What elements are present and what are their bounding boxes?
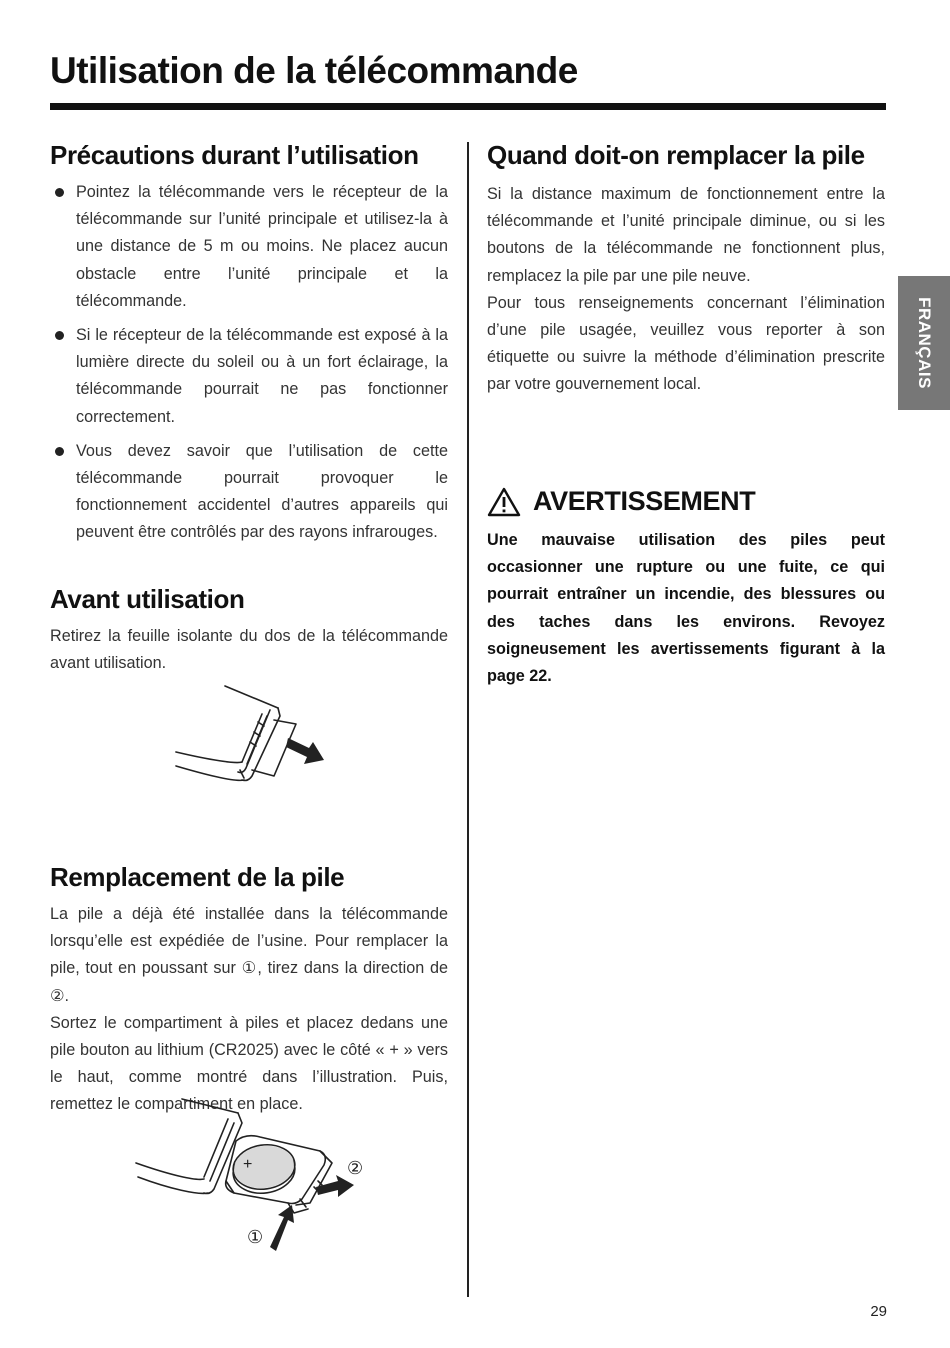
- remplacement-text-2: Sortez le compartiment à piles et placez dedans une pile bouton au lithium (CR2025) avec le côté « + » vers le haut, comme montré dans l’illustration. Puis, remettez le compartiment en place.: [50, 1013, 448, 1114]
- precautions-heading: Précautions durant l’utilisation: [50, 140, 419, 170]
- avant-heading: Avant utilisation: [50, 584, 245, 614]
- remplacement-heading: Remplacement de la pile: [50, 862, 345, 892]
- language-tab-label: FRANÇAIS: [915, 297, 934, 389]
- remplacement-section: [50, 862, 448, 1119]
- list-item-text: Vous devez savoir que l’utilisation de cette télécommande pourrait provoquer le fonctionnement accidentel d’autres appareils qui peuvent être contrôlés par des rayons infrarouges.: [76, 441, 448, 542]
- quand-section: [487, 140, 885, 399]
- circled-1-label: ①: [247, 1227, 264, 1248]
- quand-text-1: Si la distance maximum de fonctionnement entre la télécommande et l’unité principale diminue, ou si les boutons de la télécommande ne fonctionnent plus, remplacez la pile par une pile neuve.: [487, 185, 885, 285]
- list-item: [50, 438, 448, 547]
- remote-insulating-sheet-illustration: [170, 680, 340, 790]
- precautions-section: [50, 140, 448, 554]
- list-item-text: Pointez la télécommande vers le récepteur de la télécommande sur l’unité principale et utilisez-la à une distance de 5 m ou moins. Ne placez aucun obstacle entre l’unité principale et la télécommande.: [76, 183, 448, 310]
- warning-section: [487, 486, 885, 690]
- list-item: [50, 322, 448, 431]
- bullet-icon: [55, 331, 64, 340]
- precautions-list: [50, 179, 448, 547]
- warning-text: Une mauvaise utilisation des piles peut occasionner une rupture ou une fuite, ce qui pourrait entraîner un incendie, des blessures ou des taches dans les environs. Revoyez soigneusement les avertissements figurant à la page 22.: [487, 531, 885, 686]
- battery-replacement-illustration: [130, 1095, 380, 1255]
- circled-2-label: ②: [347, 1158, 364, 1179]
- quand-heading: Quand doit-on remplacer la pile: [487, 140, 865, 170]
- avant-text: Retirez la feuille isolante du dos de la télécommande avant utilisation.: [50, 627, 448, 673]
- page-title: Utilisation de la télécommande: [50, 50, 578, 91]
- plus-sign-label: +: [243, 1156, 253, 1173]
- column-divider: [467, 142, 469, 1297]
- quand-text-2: Pour tous renseignements concernant l’élimination d’une pile usagée, veuillez vous reporter à son étiquette ou suivre la méthode d’élimination prescrite par votre gouvernement local.: [487, 293, 885, 394]
- warning-header: [487, 486, 885, 517]
- language-side-tab: [898, 276, 950, 410]
- page-number: 29: [870, 1303, 887, 1320]
- avant-section: [50, 584, 448, 677]
- warning-triangle-icon: [487, 487, 521, 517]
- bullet-icon: [55, 447, 64, 456]
- warning-heading: AVERTISSEMENT: [533, 486, 756, 516]
- title-rule: [50, 103, 886, 110]
- list-item: [50, 179, 448, 315]
- remplacement-text-1: La pile a déjà été installée dans la télécommande lorsqu’elle est expédiée de l’usine. Pour remplacer la pile, tout en poussant sur ①, tirez dans la direction de ②.: [50, 905, 448, 1005]
- list-item-text: Si le récepteur de la télécommande est exposé à la lumière directe du soleil ou à un fort éclairage, la télécommande pourrait ne pas fonctionner correctement.: [76, 326, 448, 426]
- bullet-icon: [55, 188, 64, 197]
